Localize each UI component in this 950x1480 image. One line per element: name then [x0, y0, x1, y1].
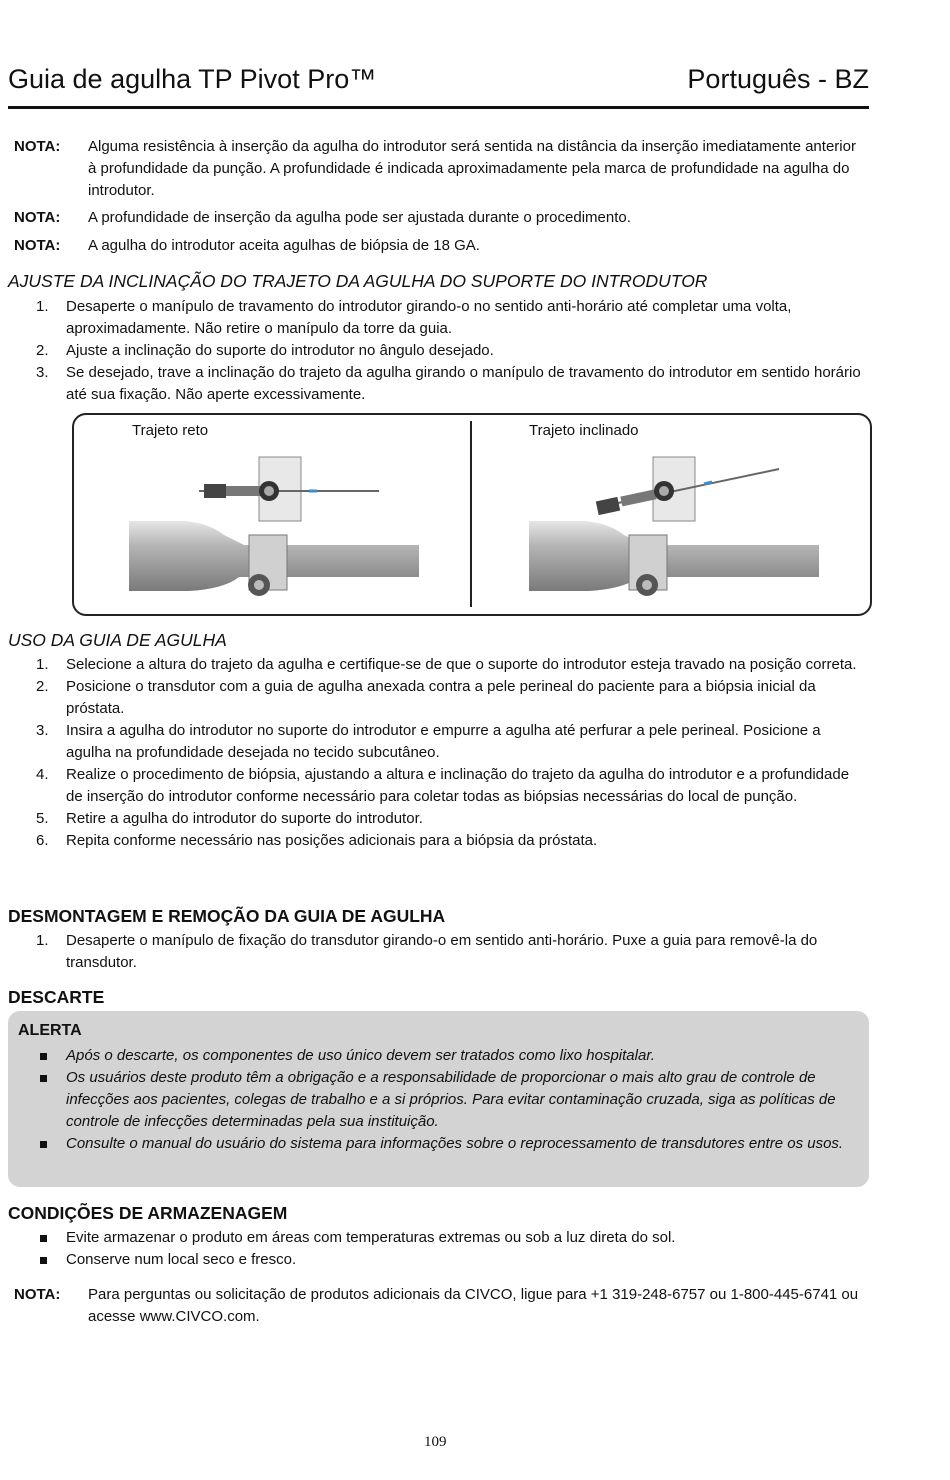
angled-path-label: Trajeto inclinado	[529, 422, 639, 439]
list-item: 3. Se desejado, trave a inclinação do trajeto da agulha girando o manípulo de travamento do introdutor em sentido horário até sua fixação. Não aperte excessivamente.	[36, 364, 861, 403]
note-label: NOTA:	[14, 237, 61, 254]
bullet-icon	[40, 1053, 47, 1060]
note-text: Alguma resistência à inserção da agulha do introdutor será sentida na distância da inserção imediatamente anterior à profundidade da punção. A profundidade é indicada aproximadamente pela marca de profundidade na agulha do introdutor.	[88, 138, 856, 199]
note-label: NOTA:	[14, 138, 61, 155]
page-header	[8, 58, 869, 109]
section-heading-angle: AJUSTE DA INCLINAÇÃO DO TRAJETO DA AGULHA DO SUPORTE DO INTRODUTOR	[8, 271, 708, 291]
note-depth-adjust	[14, 207, 859, 229]
straight-path-label: Trajeto reto	[132, 422, 209, 439]
section-heading-removal: DESMONTAGEM E REMOÇÃO DA GUIA DE AGULHA	[8, 906, 446, 926]
alert-label: ALERTA	[18, 1022, 82, 1039]
use-steps-list	[8, 654, 863, 852]
note-text: Para perguntas ou solicitação de produtos adicionais da CIVCO, ligue para +1 319-248-6757 ou 1-800-445-6741 ou acesse www.CIVCO.com.	[88, 1286, 859, 1325]
section-heading-disposal: DESCARTE	[8, 987, 105, 1007]
figure-divider	[470, 421, 472, 607]
storage-bullet-list	[8, 1227, 863, 1271]
bullet-icon	[40, 1141, 47, 1148]
alert-bullet-list	[8, 1045, 858, 1155]
alert-box	[8, 1011, 869, 1187]
list-item: Os usuários deste produto têm a obrigação e a responsabilidade de proporcionar o mais alto grau de controle de infecções aos pacientes, colegas de trabalho e a si próprios. Para evitar contaminação cruzada, siga as políticas de controle de infecções determinadas pela sua instituição.	[8, 1067, 858, 1133]
list-item: 1. Desaperte o manípulo de travamento do introdutor girando-o no sentido anti-horário até completar uma volta, aproximadamente. Não retire o manípulo da torre da guia.	[36, 298, 792, 337]
section-heading-use: USO DA GUIA DE AGULHA	[8, 630, 227, 650]
list-item: 6. Repita conforme necessário nas posições adicionais para a biópsia da próstata.	[36, 832, 598, 849]
list-item: 5. Retire a agulha do introdutor do suporte do introdutor.	[36, 810, 423, 827]
bullet-icon	[40, 1257, 47, 1264]
list-item: Conserve num local seco e fresco.	[8, 1249, 863, 1271]
bullet-icon	[40, 1235, 47, 1242]
list-item: 3. Insira a agulha do introdutor no suporte do introdutor e empurre a agulha até perfurar a pele perineal. Posicione a agulha na profundidade desejada no tecido subcutâneo.	[36, 722, 821, 761]
note-text: A agulha do introdutor aceita agulhas de biópsia de 18 GA.	[88, 237, 480, 254]
list-item: Após o descarte, os componentes de uso único devem ser tratados como lixo hospitalar.	[8, 1045, 858, 1067]
note-label: NOTA:	[14, 209, 61, 226]
document-page	[8, 0, 869, 1480]
straight-path-illustration	[129, 449, 419, 609]
angle-steps-list	[8, 296, 863, 406]
note-label: NOTA:	[14, 1286, 61, 1303]
list-item: 2. Posicione o transdutor com a guia de agulha anexada contra a pele perineal do paciente para a biópsia inicial da próstata.	[36, 678, 816, 717]
angled-path-illustration	[529, 449, 819, 609]
section-heading-storage: CONDIÇÕES DE ARMAZENAGEM	[8, 1203, 288, 1223]
note-text: A profundidade de inserção da agulha pode ser ajustada durante o procedimento.	[88, 209, 631, 226]
page-number: 109	[424, 1434, 447, 1450]
bullet-icon	[40, 1075, 47, 1082]
list-item: 2. Ajuste a inclinação do suporte do introdutor no ângulo desejado.	[36, 342, 494, 359]
document-title: Guia de agulha TP Pivot Pro™	[8, 64, 377, 94]
note-contact	[14, 1284, 859, 1328]
list-item: Evite armazenar o produto em áreas com temperaturas extremas ou sob a luz direta do sol.	[8, 1227, 863, 1249]
list-item: 4. Realize o procedimento de biópsia, ajustando a altura e inclinação do trajeto da agulha do introdutor e a profundidade de inserção do introdutor conforme necessário para coletar todas as biópsias necessárias do local de punção.	[36, 766, 850, 805]
removal-steps-list	[8, 930, 863, 974]
note-needle-gauge	[14, 235, 859, 257]
language-label: Português - BZ	[687, 64, 869, 94]
note-resistance	[14, 136, 859, 202]
list-item: Consulte o manual do usuário do sistema para informações sobre o reprocessamento de transdutores entre os usos.	[8, 1133, 858, 1155]
list-item: 1. Selecione a altura do trajeto da agulha e certifique-se de que o suporte do introdutor esteja travado na posição correta.	[36, 656, 857, 673]
list-item: 1. Desaperte o manípulo de fixação do transdutor girando-o em sentido anti-horário. Puxe a guia para removê-la do transdutor.	[36, 932, 818, 971]
needle-path-figure	[72, 413, 872, 616]
